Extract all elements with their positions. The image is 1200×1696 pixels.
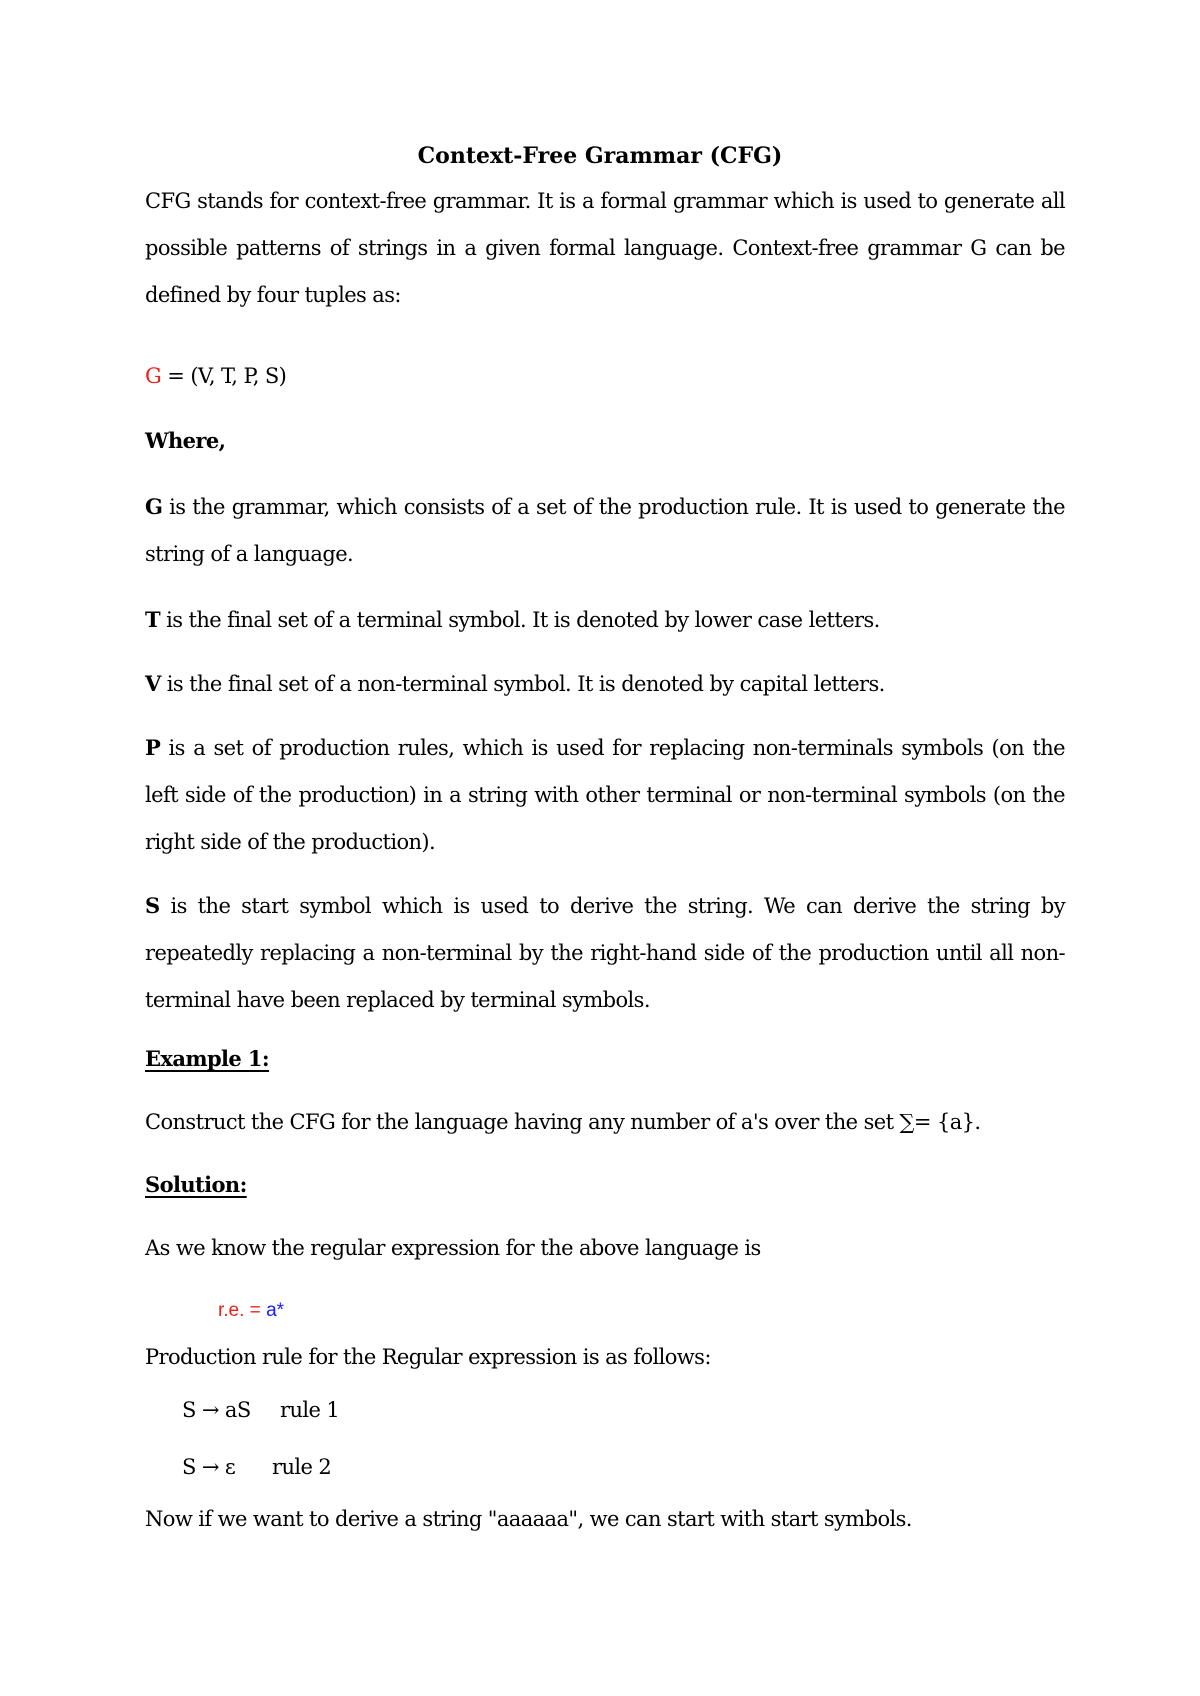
closing-text: Now if we want to derive a string "aaaaaa", we can start with start symbols. [145,1507,912,1531]
rule-production: S → ε [182,1455,236,1479]
rule-1-label: rule 1 [280,1398,340,1422]
re-value: a* [266,1300,285,1321]
tuple-symbol: G [145,364,162,388]
definition-text: is the start symbol which is used to derive the string. We can derive the string by repeatedly replacing a non-terminal by the right-hand side of the production until all non-terminal have been replaced by terminal symbols. [145,894,1065,1012]
definition-text: is the grammar, which consists of a set of the production rule. It is used to generate the string of a language. [145,495,1065,566]
document-title: Context-Free Grammar (CFG) [417,143,783,169]
solution-heading: Solution: [145,1172,247,1197]
regular-expression [218,1293,284,1329]
production-rule-1 [182,1392,251,1428]
solution-text: As we know the regular expression for the above language is [145,1236,761,1260]
definition-p [145,724,1065,866]
production-intro: Production rule for the Regular expression is as follows: [145,1345,711,1369]
tuple-components: = (V, T, P, S) [161,364,287,388]
example-text: Construct the CFG for the language having any number of a's over the set ∑= {a}. [145,1110,981,1134]
definition-symbol: G [145,494,163,519]
definition-g [145,483,1065,578]
definition-symbol: T [145,607,161,632]
definition-symbol: S [145,893,160,918]
definition-symbol: P [145,735,161,760]
definition-text: is the final set of a terminal symbol. It is denoted by lower case letters. [160,608,880,632]
rule-2-label: rule 2 [272,1455,332,1479]
definition-text: is the final set of a non-terminal symbol. It is denoted by capital letters. [160,672,885,696]
example-heading: Example 1: [145,1046,270,1071]
tuple-definition [145,358,286,394]
re-label: r.e. = [218,1300,261,1321]
where-label: Where, [145,428,226,453]
definition-t [145,596,1065,644]
production-rule-2 [182,1449,235,1485]
definition-s [145,882,1065,1024]
intro-paragraph: CFG stands for context-free grammar. It is a formal grammar which is used to generate all possible patterns of strings in a given formal language. Context-free grammar G can be defined by four tuples as: [145,189,1065,307]
rule-production: S → aS [182,1398,251,1422]
definition-text: is a set of production rules, which is used for replacing non-terminals symbols (on the left side of the production) in a string with other terminal or non-terminal symbols (on the right side of the production). [145,736,1065,854]
definition-v [145,660,1065,708]
definition-symbol: V [145,671,161,696]
